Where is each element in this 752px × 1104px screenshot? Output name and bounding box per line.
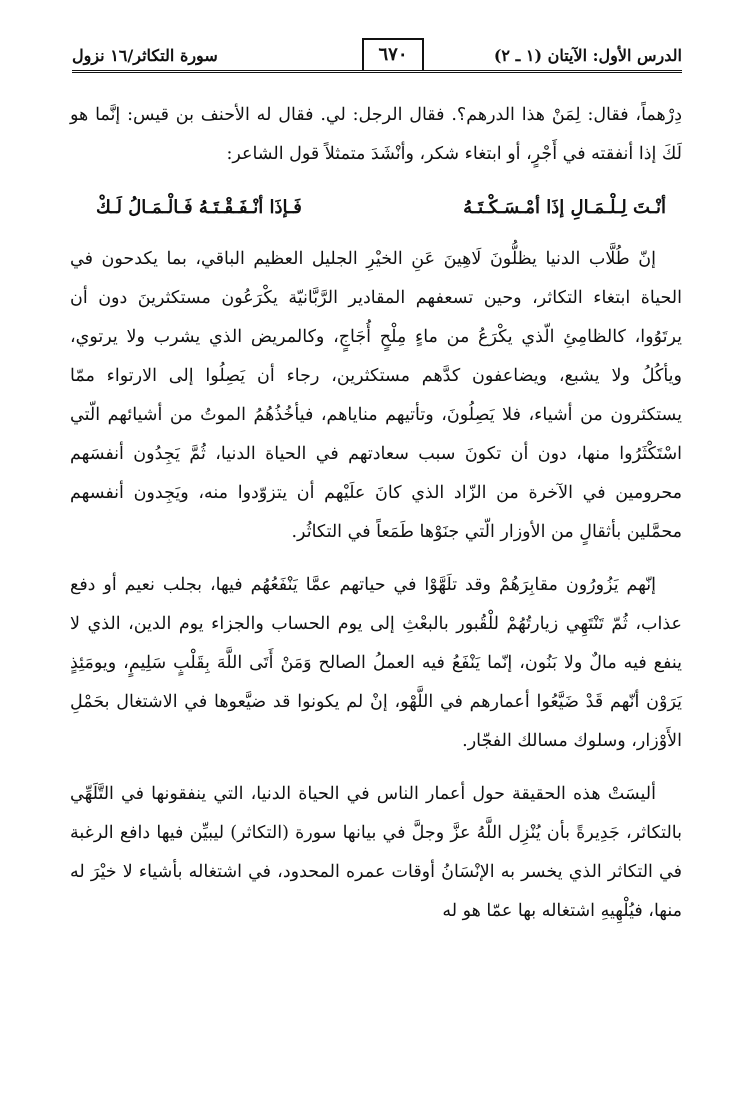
surah-title: سورة التكاثر/١٦ نزول bbox=[72, 46, 218, 65]
paragraph-3: إنّهم يَزُورُون مقابِرَهُمْ وقد تلَهَّوْا في حياتهم عمَّا يَنْفَعُهُم فيها، بجلب نعيم أو دفع عذاب، ثُمّ تَنْتَهِي زيارتُهُمْ للْقُبور بالبعْثِ إلى يوم الحساب والجزاء يوم الدين، الذي لا ينفع فيه مالٌ ولا بَنُون، إنّما يَنْفَعُ فيه العملُ الصالح وَمَنْ أَتَى اللَّهَ بِقَلْبٍ سَلِيمٍ، ويومَئِذٍ يَرَوْن أنّهم قَدْ ضَيَّعُوا أعمارهم في اللَّهْو، إنْ لم يكونوا قد ضيَّعوها في الاشتغال بحَمْلِ الأَوْزار، وسلوك مسالك الفجّار. bbox=[70, 575, 682, 751]
page-number: ٦٧٠ bbox=[362, 38, 424, 70]
verse-second-hemistich: فَـإذَا أنْـفَـقْـتَـهُ فَـالْـمَـالُ لَـكْ bbox=[96, 197, 302, 218]
paragraph-2: إنّ طُلَّاب الدنيا يظلُّونَ لَاهِينَ عَنِ الخيْرِ الجليل العظيم الباقي، بما يكدحون في الحياة ابتغاء التكاثر، وحين تسعفهم المقادير الرَّبَّانيّة يكْرَعُون مستكثرينَ دون أن يرتَوُوا، كالظامِئِ الّذي يكْرَعُ من ماءٍ مِلْحٍ أُجَاجٍ، وكالمريض الذي يشرب ولا يرتوي، ويأكُلُ ولا يشبع، ويضاعفون كدَّهم مستكثرين، رجاء أن يَصِلُوا إلى الارتواء ممّا يستكثرون من أشياء، فلا يَصِلُونَ، وتأتيهم مناياهم، فيأخُذُهُمُ الموتُ من أشيائهم الّتي اسْتَكْثَرُوا منها، دون أن تكونَ سبب سعادتهم في الحياة الدنيا، ثُمَّ يَجِدُون أنفسَهم محرومين في الآخرة من الزّاد الذي كانَ علَيْهم أن يتزوّدوا منه، ويَجِدون أنفسهم محمَّلين بأثقالٍ من الأوزار الّتي جنَوْها طَمَعاً في التكاثُر. bbox=[70, 249, 682, 542]
page-body bbox=[70, 96, 682, 945]
lesson-title: الدرس الأول: الآيتان (١ ـ ٢) bbox=[493, 46, 682, 65]
poetry-verse bbox=[96, 188, 666, 228]
paragraph-4: أليسَتْ هذه الحقيقة حول أعمار الناس في الحياة الدنيا، التي ينفقونها في التَّلَهِّي بالتكاثر، جَدِيرةً بأن يُنْزِل اللَّهُ عزَّ وجلَّ في بيانها سورة (التكاثر) ليبيِّن فيها دافع الرغبة في التكاثر الذي يخسر به الإنْسَانُ أوقات عمره المحدود، في اشتغاله بأشياء لا خيْرَ له منها، فيُلْهِيهِ اشتغاله بها عمّا هو له bbox=[70, 784, 682, 921]
paragraph-1: دِرْهماً، فقال: لِمَنْ هذا الدرهم؟. فقال الرجل: لي. فقال له الأحنف بن قيس: إنَّما هو لَكَ إذا أنفقته في أَجْرٍ، أو ابتغاء شكر، وأنْشَدَ متمثلاً قول الشاعر: bbox=[70, 105, 682, 164]
verse-first-hemistich: أنْـتَ لِـلْـمَـالِ إذَا أمْـسَـكْـتَـهُ bbox=[463, 197, 666, 218]
page-header bbox=[72, 38, 682, 82]
header-divider bbox=[72, 70, 682, 73]
